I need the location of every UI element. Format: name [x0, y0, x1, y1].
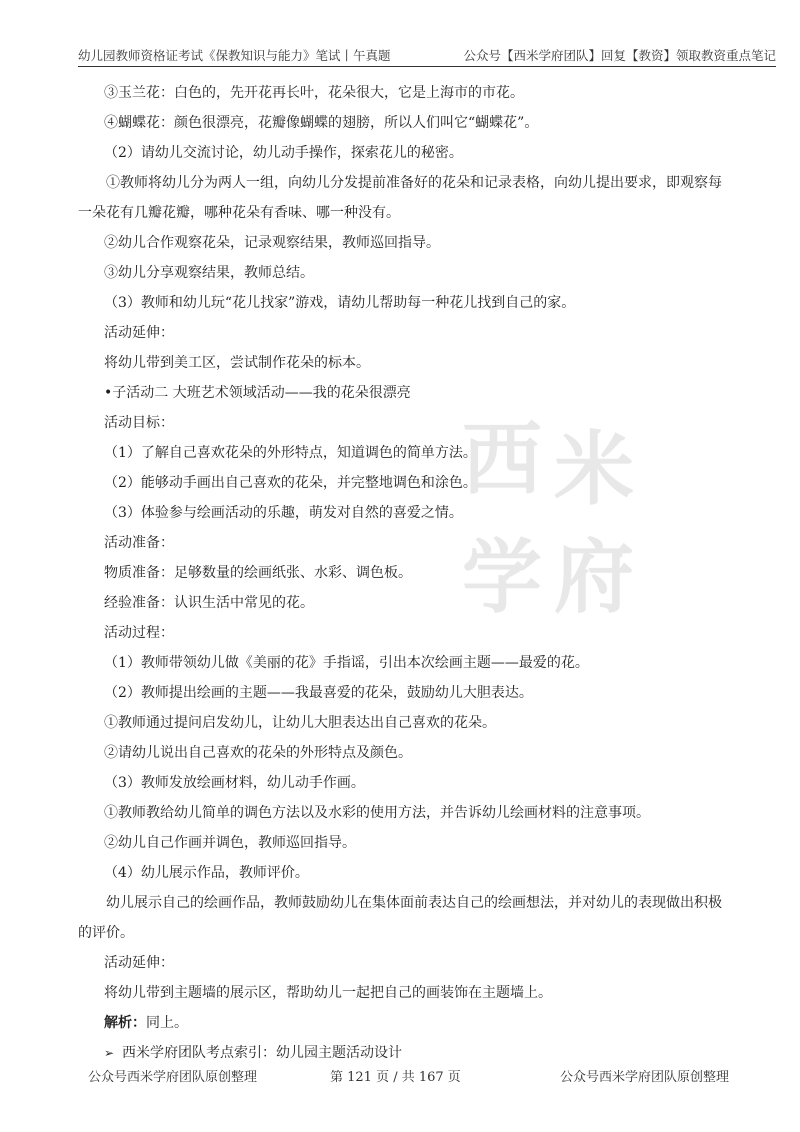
text-line: 将幼儿带到美工区，尝试制作花朵的标本。 [104, 355, 370, 371]
section-heading: 活动准备： [104, 535, 174, 551]
analysis-line [78, 1008, 722, 1038]
text-line: ③玉兰花：白色的，先开花再长叶，花朵很大，它是上海市的市花。 [104, 85, 524, 101]
section-heading: 活动延伸： [104, 955, 174, 971]
text-line: （2）教师提出绘画的主题——我最喜爱的花朵，鼓励幼儿大胆表达。 [104, 685, 533, 701]
text-line: （2）请幼儿交流讨论，幼儿动手操作，探索花儿的秘密。 [104, 145, 463, 161]
header-left-text: 幼儿园教师资格证考试《保教知识与能力》笔试丨午真题 [78, 48, 391, 63]
text-line: ①教师教给幼儿简单的调色方法以及水彩的使用方法，并告诉幼儿绘画材料的注意事项。 [104, 805, 650, 821]
text-paragraph: ①教师将幼儿分为两人一组，向幼儿分发提前准备好的花朵和记录表格，向幼儿提出要求，即观察每一朵花有几瓣花瓣，哪种花朵有香味、哪一种没有。 [78, 175, 722, 221]
header-right-text: 公众号【西米学府团队】回复【教资】领取教资重点笔记 [463, 48, 776, 63]
footer-right-text: 公众号西米学府团队原创整理 [560, 1070, 730, 1085]
text-paragraph: 幼儿展示自己的绘画作品，教师鼓励幼儿在集体面前表达自己的绘画想法，并对幼儿的表现做出积极的评价。 [78, 895, 722, 941]
index-text: 西米学府团队考点索引：幼儿园主题活动设计 [122, 1045, 402, 1061]
text-line: （2）能够动手画出自己喜欢的花朵，并完整地调色和涂色。 [104, 475, 477, 491]
page-header [78, 42, 776, 67]
page-number: 第 121 页 / 共 167 页 [330, 1070, 461, 1085]
text-line: （4）幼儿展示作品，教师评价。 [104, 865, 309, 881]
analysis-label: 解析： [104, 1015, 146, 1031]
text-line: 物质准备：足够数量的绘画纸张、水彩、调色板。 [104, 565, 412, 581]
index-line [78, 1038, 722, 1068]
text-line: ②请幼儿说出自己喜欢的花朵的外形特点及颜色。 [104, 745, 412, 761]
footer-left-text: 公众号西米学府团队原创整理 [88, 1070, 258, 1085]
text-line: （1）了解自己喜欢花朵的外形特点，知道调色的简单方法。 [104, 445, 477, 461]
arrow-bullet-icon: ➢ [104, 1046, 115, 1060]
text-line: ②幼儿合作观察花朵，记录观察结果，教师巡回指导。 [104, 235, 440, 251]
section-heading: 活动延伸： [104, 325, 174, 341]
text-line: （3）教师和幼儿玩“花儿找家”游戏，请幼儿帮助每一种花儿找到自己的家。 [104, 295, 576, 311]
analysis-text: 同上。 [146, 1015, 188, 1031]
subactivity-title: •子活动二 大班艺术领域活动——我的花朵很漂亮 [104, 385, 411, 401]
text-line: 经验准备：认识生活中常见的花。 [104, 595, 314, 611]
text-line: （1）教师带领幼儿做《美丽的花》手指谣，引出本次绘画主题——最爱的花。 [104, 655, 589, 671]
section-heading: 活动过程： [104, 625, 174, 641]
text-line: （3）教师发放绘画材料，幼儿动手作画。 [104, 775, 365, 791]
text-line: ③幼儿分享观察结果，教师总结。 [104, 265, 314, 281]
document-body [78, 78, 722, 1068]
text-line: ①教师通过提问启发幼儿，让幼儿大胆表达出自己喜欢的花朵。 [104, 715, 496, 731]
watermark-char: 米 [554, 423, 634, 516]
watermark-char: 西 [462, 413, 542, 506]
text-line: ④蝴蝶花：颜色很漂亮，花瓣像蝴蝶的翅膀，所以人们叫它“蝴蝶花”。 [104, 115, 539, 131]
text-line: 将幼儿带到主题墙的展示区，帮助幼儿一起把自己的画装饰在主题墙上。 [104, 985, 552, 1001]
section-heading: 活动目标： [104, 415, 174, 431]
watermark-char: 学 [462, 531, 542, 624]
text-line: ②幼儿自己作画并调色，教师巡回指导。 [104, 835, 356, 851]
text-line: （3）体验参与绘画活动的乐趣，萌发对自然的喜爱之情。 [104, 505, 463, 521]
watermark-char: 府 [554, 531, 634, 624]
